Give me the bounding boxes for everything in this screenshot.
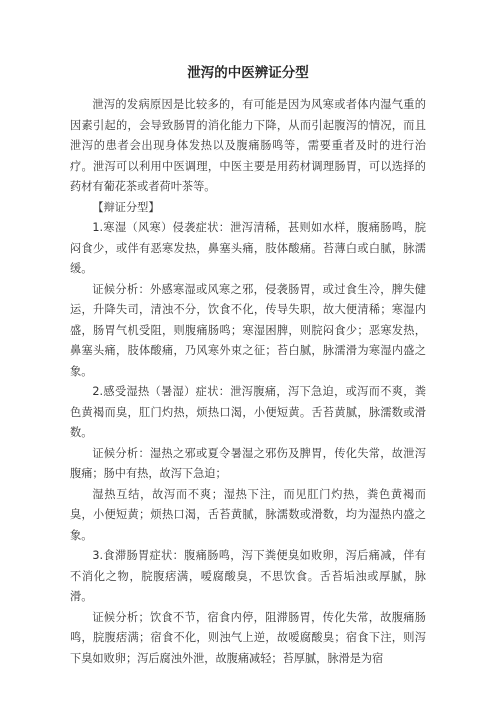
type2-symptoms-paragraph: 2.感受湿热（暑湿）症状：泄泻腹痛，泻下急迫，或泻而不爽，粪色黄褐而臭，肛门灼热，烦热口渴，小便短黄。舌苔黄腻，脉濡数或滑数。 [70, 385, 426, 439]
type2-analysis-continued-paragraph: 湿热互结，故泻而不爽；湿热下注，而见肛门灼热，粪色黄褐而臭，小便短黄；烦热口渴，舌苔黄腻，脉濡数或滑数，均为湿热内盛之象。 [70, 487, 426, 542]
type1-symptoms-paragraph: 1.寒湿（风寒）侵袭症状：泄泻清稀，甚则如水样，腹痛肠鸣，脘闷食少，或伴有恶寒发热，鼻塞头痛，肢体酸痛。苔薄白或白腻，脉濡缓。 [70, 221, 426, 275]
type3-symptoms-paragraph: 3.食滞肠胃症状：腹痛肠鸣，泻下粪便臭如败卵，泻后痛减，伴有不消化之物，脘腹痞满，嗳腐酸臭，不思饮食。舌苔垢浊或厚腻，脉滑。 [70, 549, 426, 603]
intro-paragraph: 泄泻的发病原因是比较多的，有可能是因为风寒或者体内湿气重的因素引起的，会导致肠胃的消化能力下降，从而引起腹泻的情况，而且泄泻的患者会出现身体发热以及腹痛肠鸣等，需要重者及时的进行治疗。泄泻可以利用中医调理，中医主要是用药材调理肠胃，可以选择的药材有葡花茶或者荷叶茶等。 [70, 98, 426, 193]
section-heading: 【辩证分型】 [92, 200, 160, 214]
page-title: 泄泻的中医辨证分型 [187, 65, 309, 81]
type1-analysis-paragraph: 证候分析：外感寒湿或风寒之邪，侵袭肠胃，或过食生冷，脾失健运，升降失司，清浊不分，饮食不化，传导失职，故大便清稀；寒湿内盛，肠胃气机受阻，则腹痛肠鸣；寒湿困脾，则脘闷食少；恶寒发热，鼻塞头痛，肢体酸痛，乃风寒外束之征；苔白腻，脉濡滑为寒湿内盛之象。 [70, 282, 426, 378]
document-body [70, 95, 426, 669]
type2-analysis-paragraph: 证候分析：湿热之邪或夏令暑湿之邪伤及脾胃，传化失常，故泄泻腹痛；肠中有热，故泻下急迫； [70, 446, 426, 480]
type3-analysis-paragraph: 证候分析；饮食不节，宿食内停，阻滞肠胃，传化失常，故腹痛肠鸣，脘腹痞满；宿食不化，则浊气上逆，故嗳腐酸臭；宿食下注，则泻下臭如败卵；泻后腐浊外泄，故腹痛减轻；苔厚腻，脉滑是为宿 [70, 610, 426, 665]
